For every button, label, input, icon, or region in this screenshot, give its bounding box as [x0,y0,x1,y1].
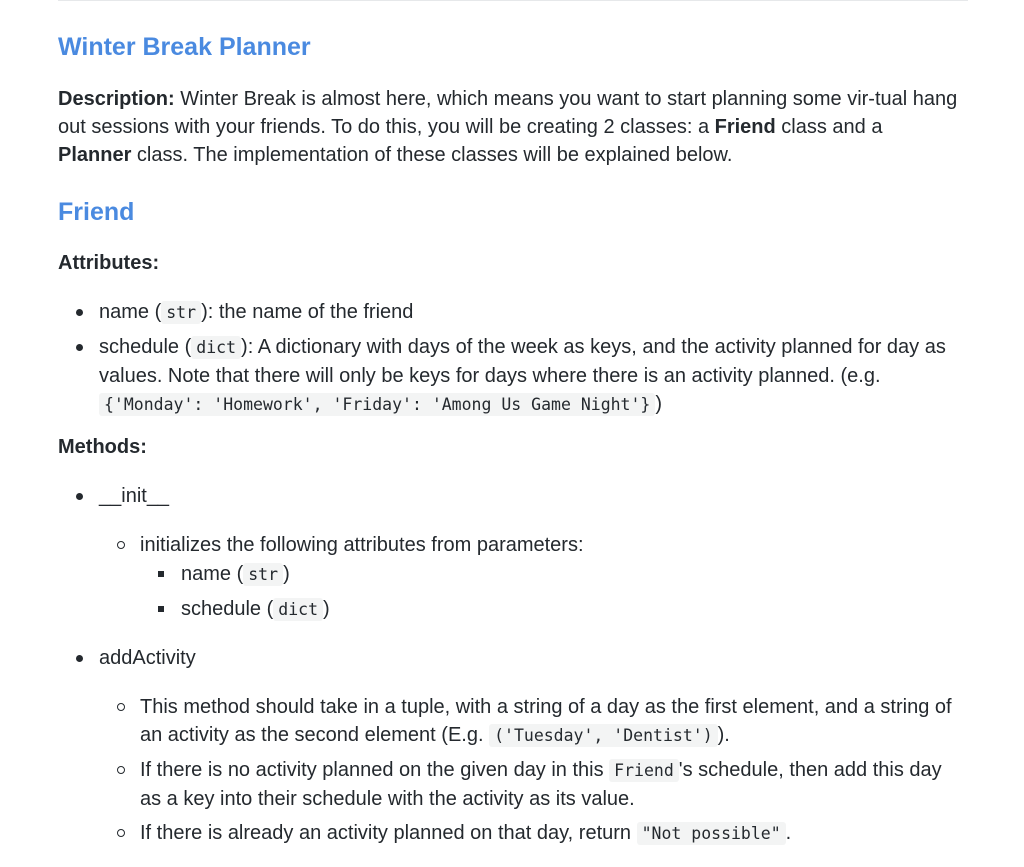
attr-schedule-example: {'Monday': 'Homework', 'Friday': 'Among Us Game Night'} [99,393,655,416]
add-item-3-code: "Not possible" [637,822,786,845]
description-text-2: class and a [775,116,883,138]
add-activity-item [99,819,958,848]
document-body [58,30,958,854]
init-description [99,531,958,624]
methods-list [58,482,958,848]
attr-schedule-post2: ) [655,393,663,415]
add-item-1-pre: This method should take in a tuple, with a string of a day as the first element, and a string of an activity as the second element (E.g. [140,696,952,746]
init-param-name [140,560,958,589]
attr-name-post: ): the name of the friend [201,301,414,323]
attributes-label: Attributes: [58,252,160,274]
add-item-2-code: Friend [609,759,679,782]
method-add-activity-name: addActivity [99,647,196,669]
friend-class-name: Friend [714,116,776,138]
attr-name-type: str [161,301,201,324]
param-name-post: ) [283,563,290,585]
attr-schedule-pre: schedule ( [99,336,192,358]
add-item-3-pre: If there is already an activity planned on that day, return [140,822,637,844]
methods-label: Methods: [58,436,147,458]
attr-name-pre: name ( [99,301,162,323]
init-desc-text: initializes the following attributes from parameters: [140,534,584,556]
add-item-2-pre: If there is no activity planned on the given day in this [140,759,610,781]
add-activity-item [99,693,958,750]
add-item-1-code: ('Tuesday', 'Dentist') [489,724,718,747]
method-add-activity [58,644,958,848]
attr-schedule-post: ): A dictionary with days of the week as keys, and the activity planned for day as values. Note that there will only be keys for days where there is an activity planned. (e.g. [99,336,946,387]
add-activity-details [99,693,958,848]
attribute-name [58,298,958,327]
param-schedule-type: dict [273,598,323,621]
friend-heading: Friend [58,198,135,226]
param-name-type: str [243,563,283,586]
param-schedule-pre: schedule ( [181,598,274,620]
method-init-name: __init__ [99,485,170,507]
page-title: Winter Break Planner [58,33,311,61]
method-init [58,482,958,624]
add-item-3-post: . [785,822,792,844]
attr-schedule-type: dict [191,336,241,359]
add-item-2-post: 's schedule, then add this day as a key into their schedule with the activity as its value. [140,759,942,810]
attributes-list [58,298,958,419]
attribute-schedule [58,333,958,419]
description-text-1: Winter Break is almost here, which means you want to start planning some vir-tual hang out sessions with your friends. To do this, you will be creating 2 classes: a [58,88,958,138]
description-text-3: class. The implementation of these classes will be explained below. [131,144,733,166]
add-activity-item [99,756,958,813]
init-details [99,531,958,624]
description-label: Description: [58,88,175,110]
param-schedule-post: ) [323,598,330,620]
param-name-pre: name ( [181,563,244,585]
add-item-1-post: ). [717,724,730,746]
init-param-schedule [140,595,958,624]
init-params-list [140,560,958,624]
planner-class-name: Planner [58,144,132,166]
description-paragraph [58,85,958,169]
top-divider [58,0,968,1]
